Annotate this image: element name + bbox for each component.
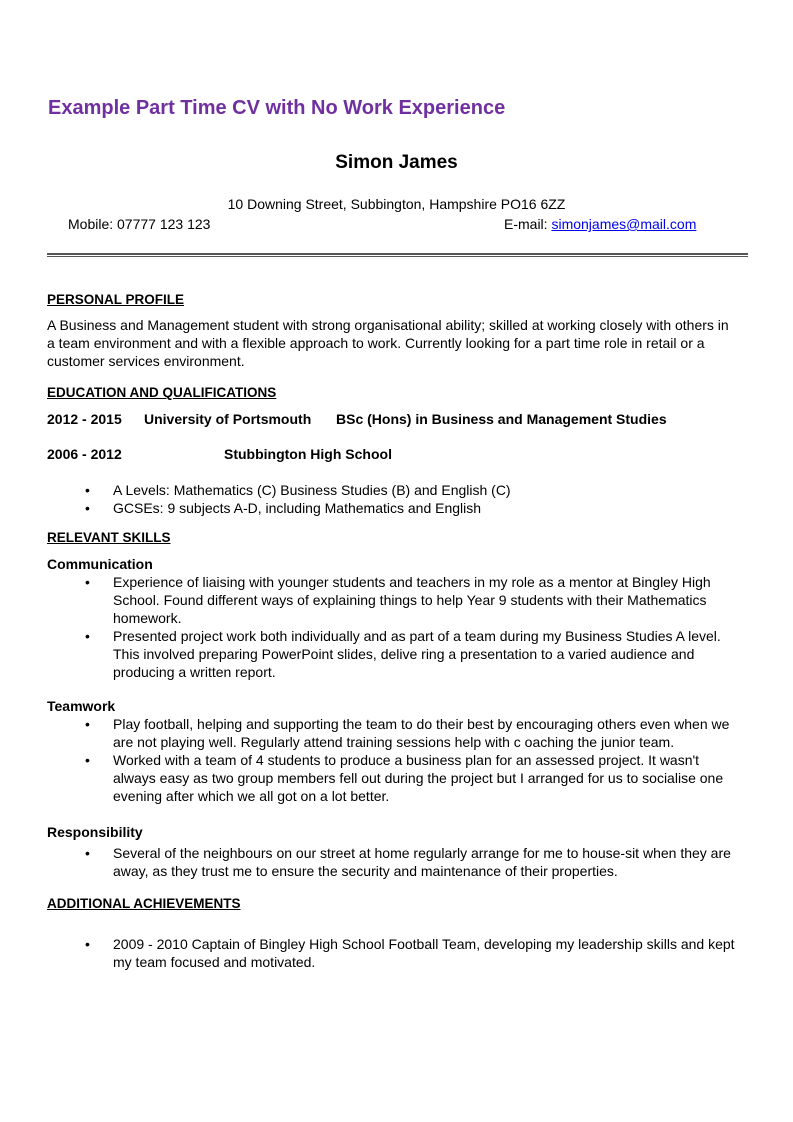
education-years: 2012 - 2015 bbox=[47, 411, 122, 427]
personal-profile-heading: PERSONAL PROFILE bbox=[47, 292, 185, 307]
education-years: 2006 - 2012 bbox=[47, 446, 122, 462]
email-label: E-mail: bbox=[504, 216, 552, 232]
mobile-number: Mobile: 07777 123 123 bbox=[68, 216, 211, 232]
list-item bbox=[0, 573, 793, 627]
list-item-text: Several of the neighbours on our street at home regularly arrange for me to house-sit when they are away, as they trust me to ensure the security and maintenance of their properties. bbox=[113, 845, 731, 879]
teamwork-list bbox=[0, 715, 793, 805]
bullet-icon: • bbox=[85, 936, 90, 952]
bullet-icon: • bbox=[85, 845, 90, 861]
candidate-name: Simon James bbox=[335, 152, 458, 173]
document-title: Example Part Time CV with No Work Experience bbox=[48, 97, 506, 119]
relevant-skills-heading: RELEVANT SKILLS bbox=[47, 530, 171, 545]
education-institution: University of Portsmouth bbox=[144, 411, 312, 427]
list-item bbox=[0, 499, 793, 517]
education-heading: EDUCATION AND QUALIFICATIONS bbox=[47, 385, 277, 400]
list-item-text: Presented project work both individually and as part of a team during my Business Studies A level. This involved preparing PowerPoint slides, delive ring a presentation to a varied audience and producing a written report. bbox=[113, 628, 721, 680]
bullet-icon: • bbox=[85, 716, 90, 732]
education-qualifications-list bbox=[0, 481, 793, 517]
list-item-text: A Levels: Mathematics (C) Business Studies (B) and English (C) bbox=[113, 482, 511, 498]
achievements-list bbox=[0, 935, 793, 971]
list-item-text: 2009 - 2010 Captain of Bingley High School Football Team, developing my leadership skills and kept my team focused and motivated. bbox=[113, 936, 735, 970]
education-qualification: BSc (Hons) in Business and Management Studies bbox=[336, 411, 667, 427]
teamwork-heading: Teamwork bbox=[47, 698, 116, 714]
list-item bbox=[0, 481, 793, 499]
bullet-icon: • bbox=[85, 752, 90, 768]
additional-achievements-heading: ADDITIONAL ACHIEVEMENTS bbox=[47, 896, 241, 911]
list-item bbox=[0, 935, 793, 971]
communication-list bbox=[0, 573, 793, 681]
list-item-text: Play football, helping and supporting the team to do their best by encouraging others even when we are not playing well. Regularly attend training sessions help with c oaching the junior team. bbox=[113, 716, 730, 750]
communication-heading: Communication bbox=[47, 556, 153, 572]
bullet-icon: • bbox=[85, 628, 90, 644]
bullet-icon: • bbox=[85, 500, 90, 516]
email-line bbox=[504, 215, 696, 233]
address-text: 10 Downing Street, Subbington, Hampshire PO16 6ZZ bbox=[227, 196, 566, 212]
address-line bbox=[0, 195, 793, 213]
education-institution: Stubbington High School bbox=[224, 446, 392, 462]
email-link[interactable]: simonjames@mail.com bbox=[551, 216, 697, 232]
list-item-text: Experience of liaising with younger students and teachers in my role as a mentor at Bingley High School. Found different ways of explaining things to help Year 9 students with their Mathematics homework. bbox=[113, 574, 711, 626]
list-item bbox=[0, 844, 793, 880]
personal-profile-text: A Business and Management student with strong organisational ability; skilled at working closely with others in a team environment and with a flexible approach to work. Currently looking for a part time role in retail or a customer services environment. bbox=[47, 317, 729, 369]
list-item bbox=[0, 627, 793, 681]
header-divider bbox=[47, 253, 748, 257]
list-item-text: GCSEs: 9 subjects A-D, including Mathematics and English bbox=[113, 500, 482, 516]
responsibility-list bbox=[0, 844, 793, 880]
bullet-icon: • bbox=[85, 482, 90, 498]
list-item bbox=[0, 751, 793, 805]
list-item-text: Worked with a team of 4 students to produce a business plan for an assessed project. It wasn't always easy as two group members fell out during the project but I arranged for us to socialise one evening after which we all got on a lot better. bbox=[113, 752, 724, 804]
list-item bbox=[0, 715, 793, 751]
bullet-icon: • bbox=[85, 574, 90, 590]
responsibility-heading: Responsibility bbox=[47, 824, 143, 840]
